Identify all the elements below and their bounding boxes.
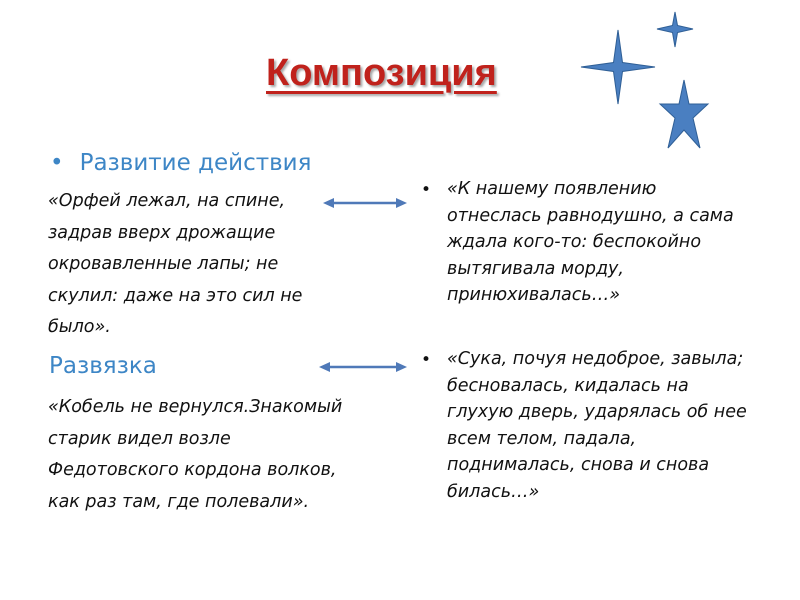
quote-line: принюхивалась…» (447, 285, 621, 305)
stars-decoration (575, 8, 715, 158)
quote-line: «К нашему появлению (447, 179, 657, 199)
quote-line: всем телом, падала, (447, 428, 637, 449)
quote-line: окровавленные лапы; не (48, 254, 279, 274)
star-icon (657, 12, 693, 47)
heading-development-text: Развитие действия (79, 150, 312, 176)
quote-line: «Кобель не вернулся.Знакомый (48, 397, 343, 417)
bullet-dot: • (421, 350, 432, 370)
quote-line: «Орфей лежал, на спине, (48, 191, 286, 211)
double-arrow-icon (322, 196, 408, 210)
quote-line: глухую дверь, ударялась об нее (447, 402, 747, 422)
quote-line: задрав вверх дрожащие (48, 222, 276, 243)
star-icon (581, 30, 655, 104)
heading-denouement: Развязка (49, 353, 157, 379)
quote-howling (447, 346, 747, 505)
quote-line: поднималась, снова и снова (447, 455, 710, 475)
double-arrow-icon (318, 360, 408, 374)
star-icon (660, 80, 708, 148)
quote-line: отнеслась равнодушно, а сама (447, 205, 734, 226)
quote-line: «Сука, почуя недоброе, завыла; (447, 349, 744, 369)
quote-line: как раз там, где полевали». (48, 491, 310, 512)
heading-development (50, 150, 311, 176)
bullet-dot: • (421, 180, 432, 200)
quote-arrival (447, 176, 734, 309)
quote-line: вытягивала морду, (447, 258, 624, 279)
slide-title: Композиция (266, 52, 497, 94)
quote-line: ждала кого-то: беспокойно (447, 232, 702, 252)
quote-line: скулил: даже на это сил не (48, 285, 303, 306)
quote-line: Федотовского кордона волков, (48, 460, 337, 480)
quote-line: было». (48, 317, 111, 337)
bullet-dot: • (50, 150, 64, 176)
quote-line: старик видел возле (48, 428, 231, 449)
quote-development (48, 186, 302, 344)
quote-line: билась…» (447, 481, 540, 502)
quote-denouement (48, 392, 342, 518)
quote-line: бесновалась, кидалась на (447, 375, 689, 396)
